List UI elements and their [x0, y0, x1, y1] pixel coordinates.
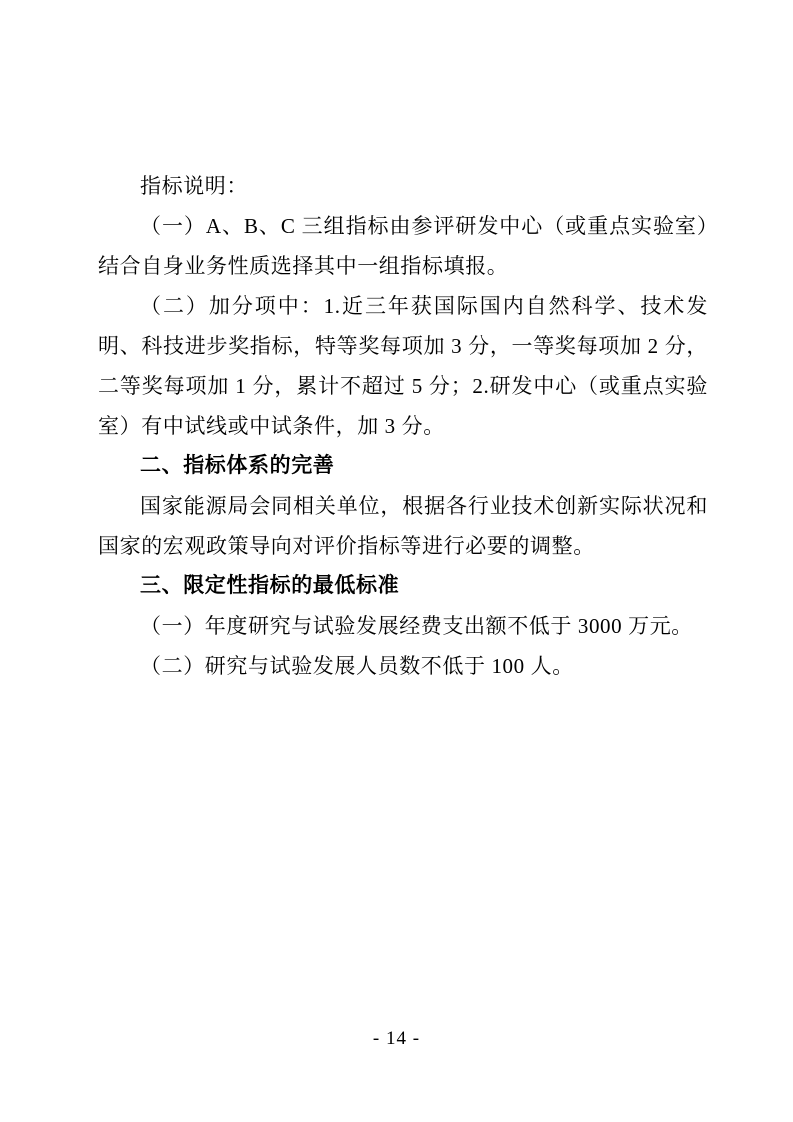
paragraph: （一）A、B、C 三组指标由参评研发中心（或重点实验室）结合自身业务性质选择其中一组指标填报。 [98, 214, 708, 278]
paragraph: （二）研究与试验发展人员数不低于 100 人。 [140, 654, 574, 678]
document-body [98, 166, 708, 686]
paragraph: 国家能源局会同相关单位，根据各行业技术创新实际状况和国家的宏观政策导向对评价指标等进行必要的调整。 [98, 494, 708, 558]
page-number: - 14 - [372, 1028, 421, 1049]
paragraph: 指标说明： [140, 174, 248, 198]
paragraph: （二）加分项中：1.近三年获国际国内自然科学、技术发明、科技进步奖指标，特等奖每项加 3 分，一等奖每项加 2 分，二等奖每项加 1 分，累计不超过 5 分；2.研发中心（或重点实验室）有中试线或中试条件，加 3 分。 [98, 294, 708, 438]
page-footer [0, 1028, 793, 1050]
paragraph: （一）年度研究与试验发展经费支出额不低于 3000 万元。 [140, 614, 693, 638]
section-heading: 二、指标体系的完善 [140, 454, 335, 477]
section-heading: 三、限定性指标的最低标准 [140, 574, 400, 597]
